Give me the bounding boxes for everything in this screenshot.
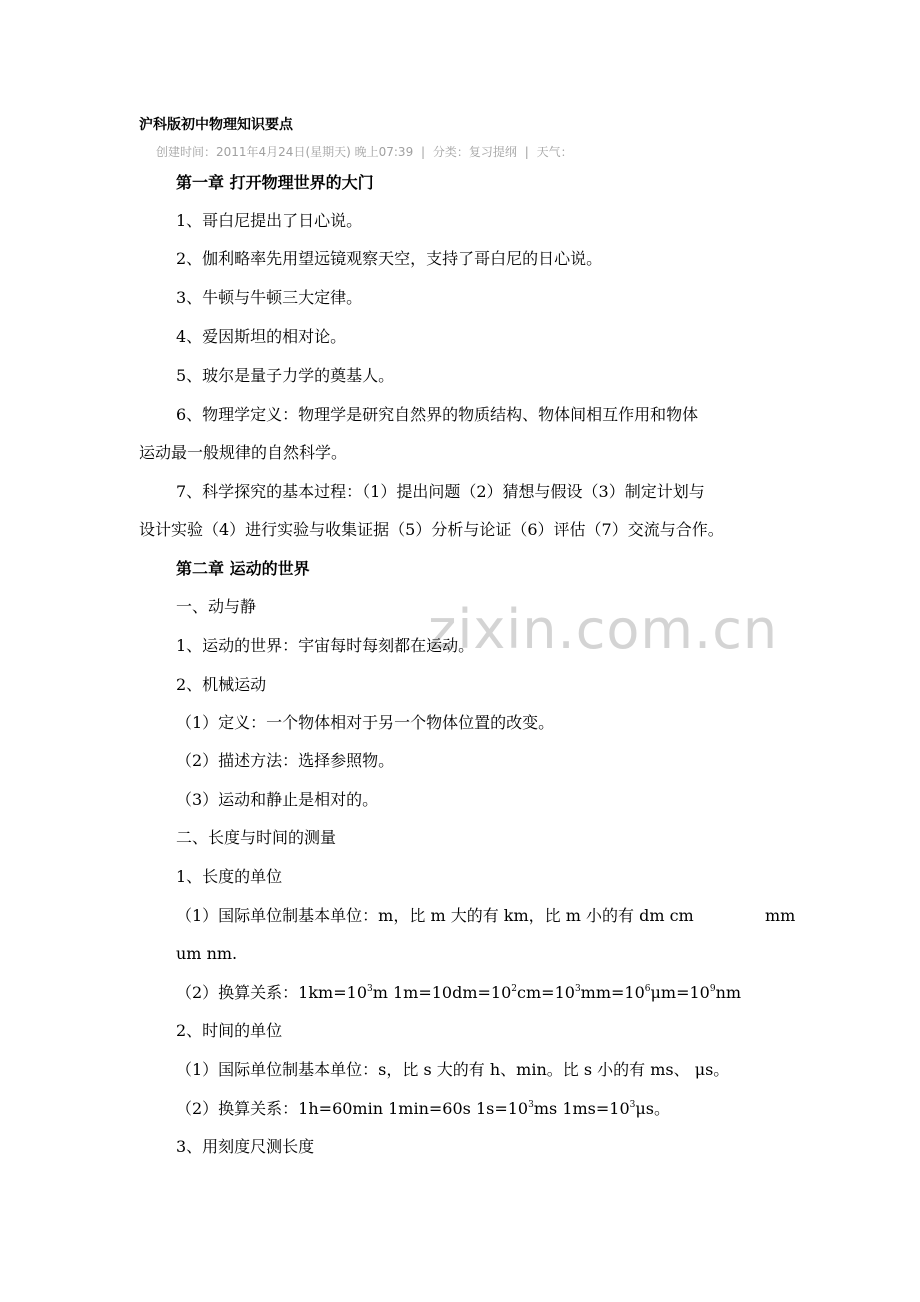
section-heading: 一、动与静	[176, 597, 257, 616]
paragraph: 2、时间的单位	[176, 1021, 283, 1040]
paragraph: 运动最一般规律的自然科学。	[139, 443, 348, 462]
paragraph: 2、伽利略率先用望远镜观察天空，支持了哥白尼的日心说。	[176, 249, 603, 268]
paragraph: 4、爱因斯坦的相对论。	[176, 327, 347, 346]
formula-text: mm=10	[580, 983, 645, 1002]
formula-text: m 1m=10dm=10	[372, 983, 512, 1002]
exponent: 6	[644, 984, 651, 994]
chapter-1-heading: 第一章 打开物理世界的大门	[176, 173, 374, 192]
paragraph: 2、机械运动	[176, 675, 267, 694]
page-title: 沪科版初中物理知识要点	[139, 117, 293, 133]
exponent: 3	[367, 984, 373, 994]
formula-text: μs。	[635, 1099, 670, 1118]
list-item: （1）国际单位制基本单位：s，比 s 大的有 h、min。比 s 小的有 ms、 μs。	[176, 1060, 730, 1079]
formula-text: μm=10	[650, 983, 710, 1002]
paragraph: 1、长度的单位	[176, 867, 283, 886]
exponent: 2	[511, 984, 518, 994]
section-heading: 二、长度与时间的测量	[176, 828, 337, 847]
paragraph: 3、牛顿与牛顿三大定律。	[176, 288, 363, 307]
paragraph: 设计实验（4）进行实验与收集证据（5）分析与论证（6）评估（7）交流与合作。	[139, 520, 724, 539]
formula-text: cm=10	[517, 983, 575, 1002]
watermark: zixin.com.cn	[428, 598, 779, 661]
list-item: （2）描述方法：选择参照物。	[176, 751, 395, 770]
weather-label: 天气：	[536, 145, 573, 159]
exponent: 3	[629, 1100, 636, 1110]
list-item: （1）定义：一个物体相对于另一个物体位置的改变。	[176, 713, 555, 732]
chapter-2-heading: 第二章 运动的世界	[176, 559, 310, 578]
list-item: （3）运动和静止是相对的。	[176, 790, 379, 809]
paragraph: 6、物理学定义：物理学是研究自然界的物质结构、物体间相互作用和物体	[176, 405, 699, 424]
formula-text: （2）换算关系：1h=60min 1min=60s 1s=10	[176, 1099, 529, 1118]
conversion-formula	[176, 985, 741, 1001]
post-meta	[156, 143, 573, 160]
meta-separator: |	[524, 145, 529, 159]
created-time: 创建时间：2011年4月24日(星期天) 晚上07:39	[156, 145, 414, 159]
paragraph: 1、哥白尼提出了日心说。	[176, 211, 363, 230]
meta-separator: |	[421, 145, 426, 159]
list-item-continued: um nm.	[176, 944, 238, 963]
exponent: 9	[709, 984, 716, 994]
paragraph: 5、玻尔是量子力学的奠基人。	[176, 366, 395, 385]
conversion-formula	[176, 1101, 670, 1117]
formula-text: ms 1ms=10	[533, 1099, 630, 1118]
paragraph: 1、运动的世界：宇宙每时每刻都在运动。	[176, 636, 475, 655]
formula-text: （2）换算关系：1km=10	[176, 983, 367, 1002]
exponent: 3	[574, 984, 581, 994]
list-item: （1）国际单位制基本单位：m，比 m 大的有 km，比 m 小的有 dm cm	[176, 906, 694, 925]
category-link[interactable]: 分类：复习提纲	[432, 145, 517, 159]
list-item-tail: mm	[765, 906, 796, 925]
paragraph: 7、科学探究的基本过程：（1）提出问题（2）猜想与假设（3）制定计划与	[176, 482, 705, 501]
paragraph: 3、用刻度尺测长度	[176, 1137, 315, 1156]
exponent: 3	[528, 1100, 534, 1110]
formula-text: nm	[715, 983, 742, 1002]
